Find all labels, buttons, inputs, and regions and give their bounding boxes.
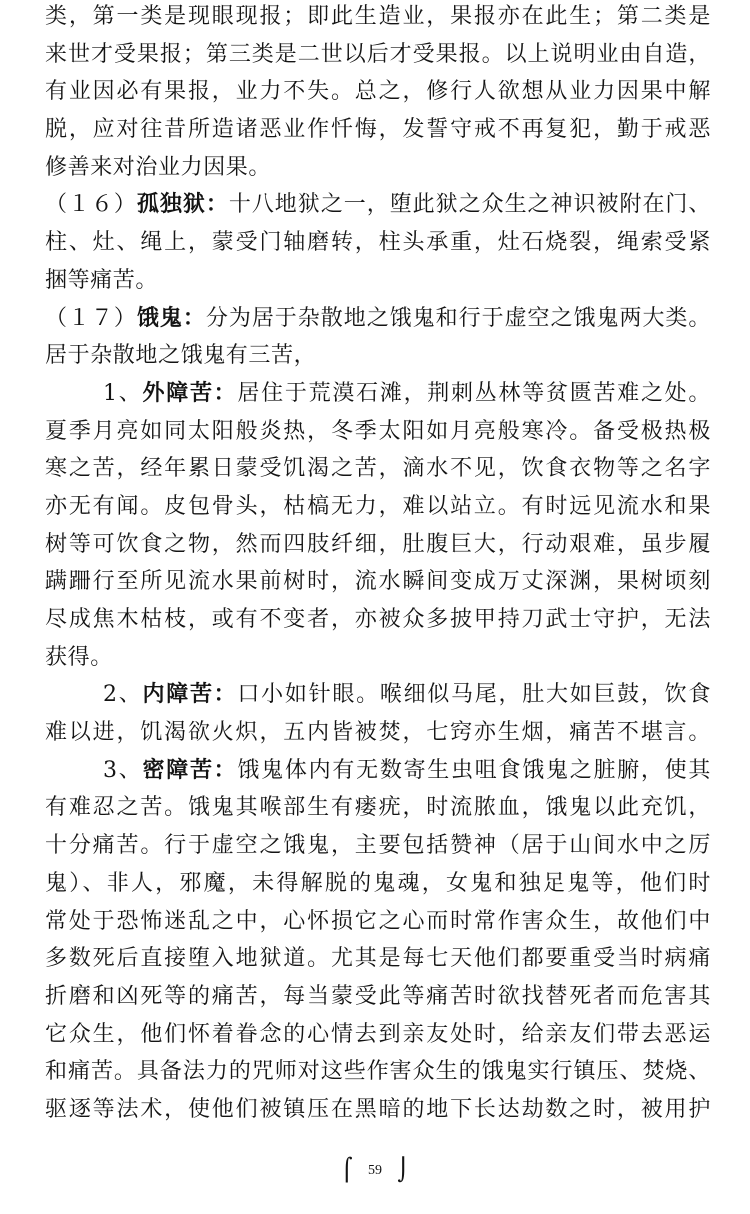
text-line: 类，第一类是现眼现报；即此生造业，果报亦在此生；第二类是	[45, 4, 711, 29]
item-text: 饿鬼体内有无数寄生虫咀食饿鬼之脏腑，使其	[237, 757, 711, 783]
right-brace-ornament: ⌡	[397, 1158, 409, 1183]
text-line: 柱、灶、绳上，蒙受门轴磨转，柱头承重，灶石烧裂，绳索受紧	[45, 230, 711, 256]
left-brace-ornament: ⌠	[341, 1158, 353, 1183]
paragraph-karma	[45, 0, 711, 186]
text-line	[45, 300, 711, 338]
paragraph-entry-17	[45, 300, 711, 375]
text-line: 难以进，饥渴欲火炽，五内皆被焚，七窍亦生烟，痛苦不堪言。	[45, 720, 711, 746]
item-number: 3、	[103, 757, 143, 783]
text-line: 树等可饮食之物，然而四肢纤细，肚腹巨大，行动艰难，虽步履	[45, 531, 711, 557]
document-page	[45, 0, 711, 1129]
text-line: 折磨和凶死等的痛苦，每当蒙受此等痛苦时欲找替死者而危害其	[45, 983, 711, 1009]
text-line: 蹒跚行至所见流水果前树时，流水瞬间变成万丈深渊，果树顷刻	[45, 569, 711, 595]
text-line: 它众生，他们怀着眷念的心情去到亲友处时，给亲友们带去恶运	[45, 1021, 711, 1047]
text-line: 有业因必有果报，业力不失。总之，修行人欲想从业力因果中解	[45, 79, 711, 105]
text-line: 寒之苦，经年累日蒙受饥渴之苦，滴水不见，饮食衣物等之名字	[45, 456, 711, 482]
text-line	[45, 676, 711, 714]
item-number: 1、	[103, 380, 143, 406]
paragraph-secret-suffering	[45, 752, 711, 1129]
entry-text: 十八地狱之一，堕此狱之众生之神识被附在门、	[228, 192, 712, 218]
text-line: 夏季月亮如同太阳般炎热，冬季太阳如月亮般寒冷。备受极热极	[45, 418, 711, 444]
text-line: 居于杂散地之饿鬼有三苦，	[45, 343, 317, 369]
entry-text: 分为居于杂散地之饿鬼和行于虚空之饿鬼两大类。	[205, 305, 711, 331]
paragraph-outer-suffering	[45, 375, 711, 677]
text-line: 获得。	[45, 644, 113, 670]
entry-number: （１７）	[45, 305, 137, 331]
text-line: 和痛苦。具备法力的咒师对这些作害众生的饿鬼实行镇压、焚烧、	[45, 1059, 711, 1085]
text-line: 常处于恐怖迷乱之中，心怀损它之心而时常作害众生，故他们中	[45, 908, 711, 934]
text-line: 来世才受果报；第三类是二世以后才受果报。以上说明业由自造，	[45, 41, 711, 67]
item-term: 外障苦：	[142, 379, 238, 406]
page-number: 59	[368, 1162, 382, 1178]
paragraph-entry-16	[45, 186, 711, 299]
text-line: 有难忍之苦。饿鬼其喉部生有瘘疣，时流脓血，饿鬼以此充饥，	[45, 795, 711, 821]
item-term: 密障苦：	[142, 756, 238, 783]
item-text: 口小如针眼。喉细似马尾，肚大如巨鼓，饮食	[237, 682, 711, 708]
text-line: 多数死后直接堕入地狱道。尤其是每七天他们都要重受当时病痛	[45, 946, 711, 972]
text-line: 鬼）、非人，邪魔，未得解脱的鬼魂，女鬼和独足鬼等，他们时	[45, 870, 711, 896]
entry-term: 孤独狱：	[136, 191, 229, 218]
entry-number: （１６）	[45, 192, 137, 218]
text-line: 修善来对治业力因果。	[45, 154, 272, 180]
page-footer	[0, 1158, 750, 1183]
text-line: 尽成焦木枯枝，或有不变者，亦被众多披甲持刀武士守护，无法	[45, 607, 711, 632]
text-line: 亦无有闻。皮包骨头，枯槁无力，难以站立。有时远见流水和果	[45, 493, 711, 519]
text-line: 脱，应对往昔所造诸恶业作忏悔，发誓守戒不再复犯，勤于戒恶	[45, 117, 711, 143]
text-line: 驱逐等法术，使他们被镇压在黑暗的地下长达劫数之时，被用护	[45, 1096, 711, 1122]
text-line: 十分痛苦。行于虚空之饿鬼，主要包括赞神（居于山间水中之厉	[45, 833, 711, 859]
text-line: 捆等痛苦。	[45, 267, 159, 293]
item-term: 内障苦：	[142, 681, 238, 708]
text-line	[45, 375, 711, 413]
entry-term: 饿鬼：	[136, 304, 206, 331]
item-number: 2、	[103, 682, 143, 708]
paragraph-inner-suffering	[45, 676, 711, 751]
text-line	[45, 752, 711, 790]
item-text: 居住于荒漠石滩，荆刺丛林等贫匮苦难之处。	[237, 380, 711, 406]
text-line	[45, 186, 711, 224]
